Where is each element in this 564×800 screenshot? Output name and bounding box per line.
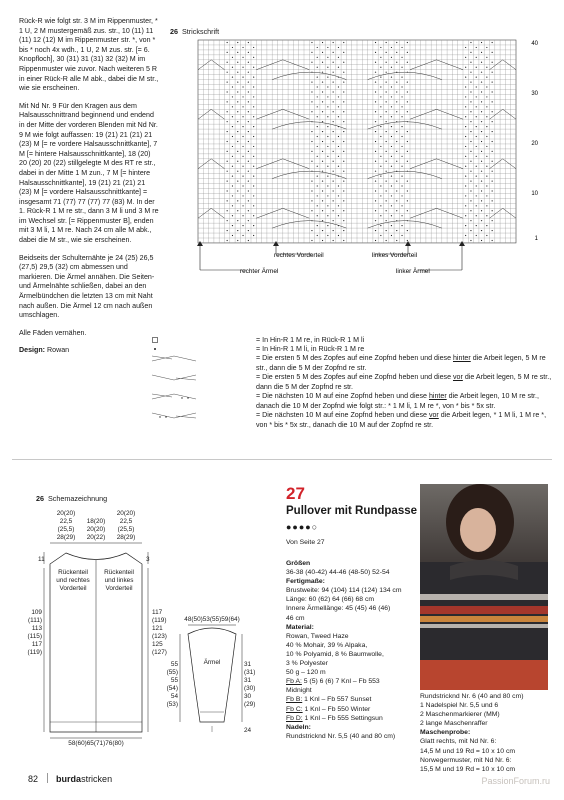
- info-line: Rowan, Tweed Haze: [286, 632, 349, 640]
- pattern-title: Pullover mit Rundpasse: [286, 505, 418, 517]
- schema-value: 22,5: [119, 518, 133, 525]
- from-page: Von Seite 27: [286, 539, 325, 546]
- callout-linker-aermel: linker Ärmel: [396, 268, 430, 275]
- schema-label: und rechtes: [56, 577, 90, 584]
- schema-value: 55: [170, 677, 178, 684]
- schema-label: und linkes: [104, 577, 134, 584]
- info-line: Rundstricknd Nr. 6 (40 and 80 cm): [420, 693, 524, 700]
- row-labels: [531, 41, 538, 242]
- schematic-drawing: [27, 506, 270, 747]
- schema-value: 31: [244, 677, 252, 684]
- info-line: 2 Maschenmarkierer (MM): [420, 711, 500, 719]
- schema-value: 11: [38, 556, 45, 563]
- paragraph: Mit Nd Nr. 9 Für den Kragen aus dem Halsausschnittrand beginnend und endend in der Mitte der vorderen Blenden mit Nd Nr. 9 M wie folgt auffassen: 19 (21) 21 (21) 21 (23) M [= re vordere Halsausschnittkante], 7 M [= hintere Halsausschnittkante], 18 (20) 20 (20) 20 (22) stillgelegte M des RT re str., dabei in der Mitte 1 M zun., 7 M [= hintere Halsausschnittkante], 19 (21) 21 (21) 21 (23) M [= vordere Halsausschnittkante] = insgesamt 71 (77) 77 (77) 77 (83) M. In der 1. Rück-R 1 M re str., dann 3 M li und 3 M re im Wechsel str. [= Rippenmuster B], enden mit 3 M li, 1 M re. Nach 24 cm alle M abk., dabei die M str., wie sie erscheinen.: [19, 101, 159, 245]
- schema-value: 55: [170, 661, 178, 668]
- legend-text: = In Hin-R 1 M li, in Rück-R 1 M re: [256, 345, 365, 353]
- schema-value: 117: [152, 609, 163, 616]
- design-label: Design:: [19, 346, 46, 355]
- schema-value: (111): [28, 617, 42, 624]
- cable-right-wide-icon: [152, 411, 196, 420]
- info-line: 14,5 M und 19 Rd = 10 x 10 cm: [420, 747, 516, 755]
- page-footer: [28, 773, 112, 784]
- row-label-30: 30: [531, 91, 538, 97]
- schema-value: 31: [244, 661, 252, 668]
- schema-value: 113: [31, 625, 42, 632]
- schema-value: (123): [152, 633, 167, 640]
- schema-value: (25,5): [57, 526, 75, 533]
- cable-right-icon: [152, 373, 196, 382]
- info-line: Material:: [286, 623, 314, 631]
- chart-purl-dots: [227, 42, 493, 241]
- schema-value: (53): [166, 701, 178, 708]
- info-line: Fb B: 1 Knl – Fb 557 Sunset: [286, 696, 372, 704]
- paragraph: Beidseits der Schulternähte je 24 (25) 26,5 (27,5) 29,5 (32) cm abmessen und markieren. Die Ärmel annähen. Die Seiten- und Ärmelnähte schließen, dabei an den Ärmelbündchen die letzten 13 cm mit Naht nach außen. Die Ärmel 12 cm nach außen umschlagen.: [19, 253, 155, 320]
- info-line: 15,5 M und 19 Rd = 10 x 10 cm: [420, 765, 516, 773]
- callout-linkes-vorderteil: linkes Vorderteil: [372, 252, 418, 259]
- info-line: Fb D: 1 Knl – Fb 555 Settingsun: [286, 714, 383, 722]
- difficulty-rating: ●●●●○: [286, 522, 319, 532]
- schema-label: Vorderteil: [105, 585, 133, 592]
- pattern-header: [286, 484, 417, 547]
- chart-number: 26: [170, 27, 178, 36]
- photo-illustration: [420, 484, 548, 690]
- chart-title-text: Strickschrift: [182, 27, 220, 36]
- schema-value: (55): [166, 669, 178, 676]
- schema-value: (25,5): [117, 526, 135, 533]
- info-line: Größen: [286, 560, 311, 567]
- row-label-40: 40: [531, 41, 538, 47]
- info-line: 46 cm: [286, 614, 305, 622]
- pattern-number: 27: [286, 484, 305, 503]
- row-label-1: 1: [534, 236, 538, 242]
- info-line: Länge: 60 (62) 64 (66) 68 cm: [286, 596, 375, 604]
- info-line: Fb C: 1 Knl – Fb 550 Winter: [286, 705, 371, 713]
- schema-value: 22,5: [59, 518, 73, 525]
- instructions-column: [19, 17, 159, 364]
- info-line: Fertigmaße:: [286, 578, 325, 586]
- info-line: Midnight: [286, 687, 312, 695]
- schema-value: 18(20): [86, 518, 106, 525]
- schema-value: 121: [152, 625, 163, 632]
- legend-text: = In Hin-R 1 M re, in Rück-R 1 M li: [256, 336, 365, 344]
- page-number: 82: [28, 774, 39, 784]
- schema-value: 3: [146, 556, 150, 563]
- knit-box-icon: [152, 336, 196, 345]
- info-line: Norwegermuster, mit Nd Nr. 6:: [420, 756, 512, 764]
- legend-text: = Die ersten 5 M des Zopfes auf eine Zopfnd heben und diese vor die Arbeit legen, 5 M re str., dann die 5 M der Zopfnd re str.: [256, 373, 552, 391]
- brand-name: burda: [56, 774, 82, 784]
- schema-value: 20(22): [86, 534, 106, 541]
- cable-left-icon: [152, 354, 196, 363]
- design-value: Rowan: [47, 346, 70, 355]
- design-credit: [19, 346, 159, 356]
- schema-value: 117: [31, 641, 42, 648]
- paragraph: Rück-R wie folgt str. 3 M im Rippenmuster, * 1 U, 2 M mustergemäß zus. str., 10 (11) 11 (11) 12 (12) M im Rippenmuster str. *, von * bis * noch 4x wdh., 1 U, 2 M zus. str. [= 6. Knopfloch], 30 (31) 31 (31) 32 (32) M im Rippenmuster wie zuvor. Nach weiteren 5 R in einer Rück-R alle M abk., dabei die M str., wie sie erscheinen.: [19, 17, 159, 93]
- info-line: 10 % Polyamid, 8 % Baumwolle,: [286, 650, 384, 658]
- schema-label: Ärmel: [203, 659, 221, 666]
- info-line: Brustweite: 94 (104) 114 (124) 134 cm: [286, 587, 402, 595]
- schema-value: 54: [170, 693, 178, 700]
- info-line: Maschenprobe:: [420, 729, 471, 737]
- schema-value: 58(60)65(71)76(80): [68, 740, 124, 747]
- cable-left-wide-icon: [152, 392, 196, 401]
- info-line: Rundstricknd Nr. 5,5 (40 and 80 cm): [286, 732, 396, 740]
- schema-value: (115): [27, 633, 42, 640]
- schema-value: (127): [152, 649, 167, 656]
- schema-value: 125: [152, 641, 163, 648]
- chart-title: [170, 27, 219, 36]
- purl-dot-icon: [152, 345, 196, 354]
- chart-callout-lines: [200, 243, 462, 270]
- schema-value: 28(29): [116, 534, 136, 541]
- info-line: 36-38 (40-42) 44-46 (48-50) 52-54: [286, 569, 390, 577]
- schema-label: Rückenteil: [104, 569, 134, 576]
- legend-text: = Die nächsten 10 M auf eine Zopfnd heben und diese vor die Arbeit legen, * 1 M li, 1 M re *, von * bis * 5x str., danach die 10 M auf der Zopfnd re str.: [256, 411, 547, 429]
- info-line: 1 Nadelspiel Nr. 5,5 und 6: [420, 702, 499, 710]
- legend-text: = Die ersten 5 M des Zopfes auf eine Zopfnd heben und diese hinter die Arbeit legen, 5 M re str., dann die 5 M der Zopfnd re str.: [256, 354, 546, 372]
- paragraph: Alle Fäden vernähen.: [19, 328, 87, 337]
- schema-value: 30: [244, 693, 252, 700]
- schema-value: (119): [27, 649, 42, 656]
- info-line: 2 lange Maschenraffer: [420, 720, 488, 728]
- info-line: Glatt rechts, mit Nd Nr. 6:: [420, 738, 497, 746]
- watermark: PassionForum.ru: [481, 776, 550, 786]
- schema-value: 48(50)53(55)59(64): [184, 616, 240, 623]
- info-line: Nadeln:: [286, 723, 311, 731]
- knitting-chart: [170, 38, 542, 288]
- schema-value: (29): [244, 701, 256, 708]
- schema-value: 109: [31, 609, 42, 616]
- row-label-10: 10: [531, 191, 538, 197]
- model-photo: [420, 484, 548, 690]
- legend-text: = Die nächsten 10 M auf eine Zopfnd heben und diese hinter die Arbeit legen, 10 M re str., danach die 10 M der Zopfnd wie folgt str.: * 1 M li, 1 M re *, von * bis * 5x str.: [256, 392, 539, 410]
- schema-value: (31): [244, 669, 256, 676]
- schema-value: 20(20): [116, 510, 136, 517]
- schema-title: [36, 494, 107, 503]
- callout-rechtes-vorderteil: rechtes Vorderteil: [274, 252, 324, 259]
- schema-value: 28(29): [56, 534, 76, 541]
- pattern-info-right: [420, 692, 554, 774]
- pattern-info-left: [286, 559, 420, 741]
- chart-callout-arrows: [197, 241, 465, 246]
- schema-value: (30): [244, 685, 256, 692]
- schema-label: Rückenteil: [58, 569, 88, 576]
- row-label-20: 20: [531, 141, 538, 147]
- schema-title-text: Schemazeichnung: [48, 494, 108, 503]
- schema-value: 20(20): [56, 510, 76, 517]
- info-line: 3 % Polyester: [286, 660, 328, 668]
- schema-value: (119): [152, 617, 167, 624]
- chart-grid: [198, 40, 516, 243]
- schema-label: Vorderteil: [59, 585, 87, 592]
- schema-value: (54): [166, 685, 178, 692]
- brand-suffix: stricken: [81, 774, 113, 784]
- info-line: 50 g – 120 m: [286, 669, 326, 677]
- section-divider: [12, 459, 552, 460]
- schema-value: 24: [244, 727, 252, 734]
- info-line: Fb A: 5 (5) 6 (6) 7 Knl – Fb 553: [286, 678, 380, 686]
- info-line: Innere Ärmellänge: 45 (45) 46 (46): [286, 605, 391, 613]
- schema-value: 20(20): [86, 526, 106, 533]
- callout-rechter-aermel: rechter Ärmel: [240, 268, 279, 275]
- info-line: 40 % Mohair, 39 % Alpaka,: [286, 641, 368, 649]
- schema-number: 26: [36, 494, 44, 503]
